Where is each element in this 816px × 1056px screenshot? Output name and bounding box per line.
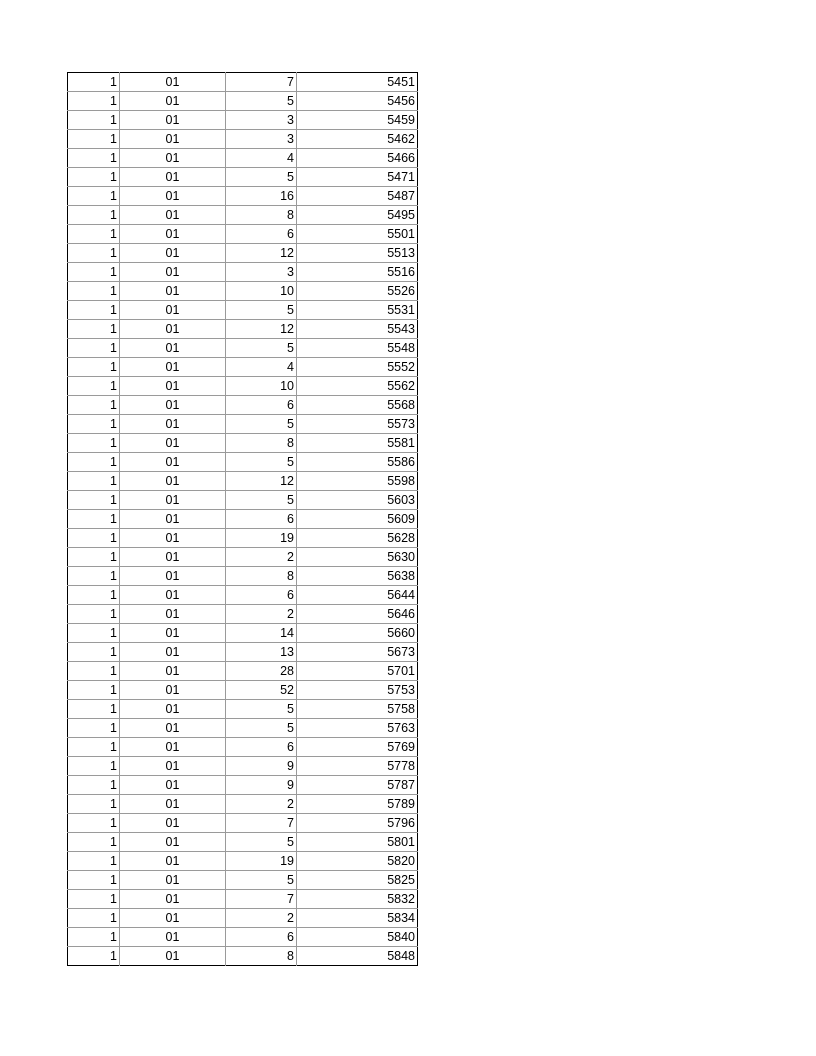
table-cell-col1: 1 [68,719,120,738]
table-cell-col2: 01 [120,643,226,662]
table-cell-col4: 5840 [297,928,418,947]
table-cell-col2: 01 [120,320,226,339]
table-cell-col3: 8 [226,206,297,225]
table-cell-col3: 3 [226,130,297,149]
table-cell-col2: 01 [120,168,226,187]
table-cell-col3: 14 [226,624,297,643]
table-cell-col1: 1 [68,643,120,662]
table-cell-col1: 1 [68,681,120,700]
table-cell-col3: 7 [226,890,297,909]
table-cell-col4: 5568 [297,396,418,415]
table-row [68,833,418,852]
table-row [68,928,418,947]
table-cell-col4: 5789 [297,795,418,814]
table-row [68,263,418,282]
table-cell-col3: 3 [226,263,297,282]
table-cell-col2: 01 [120,947,226,966]
table-cell-col1: 1 [68,434,120,453]
table-cell-col3: 6 [226,396,297,415]
table-cell-col1: 1 [68,396,120,415]
table-cell-col3: 6 [226,738,297,757]
table-cell-col2: 01 [120,206,226,225]
table-cell-col1: 1 [68,491,120,510]
table-cell-col3: 5 [226,700,297,719]
table-cell-col1: 1 [68,282,120,301]
table-cell-col4: 5562 [297,377,418,396]
table-cell-col4: 5501 [297,225,418,244]
table-cell-col1: 1 [68,111,120,130]
table-cell-col3: 28 [226,662,297,681]
table-cell-col1: 1 [68,567,120,586]
table-cell-col1: 1 [68,377,120,396]
table-cell-col1: 1 [110,949,117,963]
table-row [68,643,418,662]
table-cell-col3: 52 [226,681,297,700]
table-cell-col4: 5459 [297,111,418,130]
table-cell-col4: 5787 [297,776,418,795]
table-cell-col3: 10 [226,282,297,301]
table-cell-col4: 5471 [297,168,418,187]
table-cell-col2: 01 [120,719,226,738]
table-cell-col3: 12 [226,244,297,263]
table-cell-col3: 6 [226,586,297,605]
table-cell-col3: 6 [226,225,297,244]
table-row [68,814,418,833]
table-cell-col4: 5598 [297,472,418,491]
table-row [68,244,418,263]
table-cell-col4: 5848 [297,947,418,966]
table-cell-col1: 1 [68,187,120,206]
table-row [68,529,418,548]
table-cell-col4: 5832 [297,890,418,909]
table-cell-col3: 7 [226,814,297,833]
table-cell-col4: 5646 [297,605,418,624]
table-cell-col1: 1 [68,871,120,890]
table-row [68,282,418,301]
table-row [68,301,418,320]
table-cell-col2: 01 [120,909,226,928]
table-cell-col1: 1 [68,795,120,814]
table-cell-col2: 01 [120,738,226,757]
table-cell-col3: 12 [226,320,297,339]
table-cell-col1: 1 [68,814,120,833]
table-cell-col4: 5573 [297,415,418,434]
table-cell-col1: 1 [68,833,120,852]
table-cell-col1: 1 [68,928,120,947]
table-cell-col4: 5801 [297,833,418,852]
table-cell-col1: 1 [68,510,120,529]
table-row [68,92,418,111]
table-row [68,434,418,453]
table-row [68,567,418,586]
table-cell-col2: 01 [120,624,226,643]
table-cell-col2: 01 [120,434,226,453]
table-cell-col1: 1 [68,909,120,928]
table-cell-col1: 1 [68,548,120,567]
table-cell-col3: 5 [226,491,297,510]
table-cell-col2: 01 [120,244,226,263]
table-cell-col3: 10 [226,377,297,396]
table-cell-col3: 5 [226,339,297,358]
table-cell-col3: 5 [226,719,297,738]
table-cell-col2: 01 [120,928,226,947]
table-cell-col2: 01 [120,301,226,320]
table-cell-col2: 01 [120,586,226,605]
table-cell-col4: 5487 [297,187,418,206]
table-cell-col2: 01 [120,130,226,149]
table-cell-col3: 16 [226,187,297,206]
table-cell-col1: 1 [68,168,120,187]
table-row [68,719,418,738]
table-cell-col4: 5526 [297,282,418,301]
table-cell-col1: 1 [68,301,120,320]
table-row [68,225,418,244]
table-cell-col4: 5603 [297,491,418,510]
table-cell-col2: 01 [120,415,226,434]
table-cell-col4: 5701 [297,662,418,681]
table-cell-col4: 5644 [297,586,418,605]
table-cell-col4: 5769 [297,738,418,757]
table-cell-col4: 5753 [297,681,418,700]
table-cell-col4: 5548 [297,339,418,358]
table-cell-col3: 2 [226,605,297,624]
table-cell-col1: 1 [68,776,120,795]
table-cell-col4: 5673 [297,643,418,662]
table-cell-col2: 01 [120,225,226,244]
table-cell-col1: 1 [68,624,120,643]
table-cell-col2: 01 [120,795,226,814]
table-cell-col3: 9 [226,757,297,776]
table-cell-col2: 01 [120,358,226,377]
table-cell-col1: 1 [68,738,120,757]
table-cell-col1: 1 [68,244,120,263]
table-row [68,510,418,529]
table-cell-col2: 01 [120,681,226,700]
table-cell-col3: 8 [226,947,297,966]
table-cell-col2: 01 [120,833,226,852]
table-cell-col2: 01 [120,187,226,206]
table-cell-col1: 1 [68,339,120,358]
table-cell-col3: 4 [226,149,297,168]
table-row [68,453,418,472]
table-row [68,149,418,168]
table-cell-col1: 1 [68,529,120,548]
table-cell-col2: 01 [120,871,226,890]
table-cell-col3: 2 [226,548,297,567]
table-cell-col3: 8 [226,434,297,453]
table-cell-col2: 01 [120,149,226,168]
table-cell-col4: 5586 [297,453,418,472]
table-cell-col3: 7 [226,73,297,92]
table-cell-col1: 1 [68,605,120,624]
table-cell-col2: 01 [120,396,226,415]
table-cell-col4: 5825 [297,871,418,890]
table-cell-col3: 19 [226,529,297,548]
table-cell-col1: 1 [68,472,120,491]
table-cell-col1: 1 [68,206,120,225]
table-cell-col4: 5628 [297,529,418,548]
table-cell-col4: 5581 [297,434,418,453]
table-cell-col4: 5543 [297,320,418,339]
table-cell-col2: 01 [120,567,226,586]
table-cell-col1: 1 [68,263,120,282]
table-cell-col3: 5 [226,833,297,852]
table-cell-col4: 5462 [297,130,418,149]
table-row [68,852,418,871]
table-cell-col3: 13 [226,643,297,662]
table-cell-col2: 01 [120,73,226,92]
table-row [68,396,418,415]
table-cell-col2: 01 [120,339,226,358]
table-row [68,168,418,187]
table-cell-col2: 01 [120,453,226,472]
table-cell-col1: 1 [68,358,120,377]
table-cell-col2: 01 [120,890,226,909]
table-cell-col1: 1 [68,662,120,681]
table-row [68,795,418,814]
table-cell-col4: 5516 [297,263,418,282]
table-cell-col4: 5638 [297,567,418,586]
table-cell-col1: 1 [68,130,120,149]
table-row [68,909,418,928]
table-cell-col1: 1 [68,757,120,776]
table-cell-col3: 8 [226,567,297,586]
table-row [68,358,418,377]
table-row [68,491,418,510]
table-row [68,111,418,130]
table-cell-col3: 5 [226,415,297,434]
table-cell-col4: 5531 [297,301,418,320]
table-cell-col4: 5513 [297,244,418,263]
table-row [68,700,418,719]
table-cell-col4: 5758 [297,700,418,719]
table-cell-col1: 1 [68,225,120,244]
table-row [68,377,418,396]
table-cell-col4: 5466 [297,149,418,168]
table-row [68,339,418,358]
table-cell-col1: 1 [68,320,120,339]
table-cell-col3: 9 [226,776,297,795]
table-row [68,548,418,567]
data-table [67,72,418,966]
table-cell-col2: 01 [120,757,226,776]
table-cell-col2: 01 [120,662,226,681]
table-body [68,73,418,966]
table-cell-col4: 5609 [297,510,418,529]
table-cell-col3: 6 [226,928,297,947]
table-row [68,757,418,776]
table-cell-col1: 1 [68,586,120,605]
table-row [68,73,418,92]
table-row [68,605,418,624]
table-cell-col2: 01 [120,491,226,510]
table-cell-col2: 01 [120,377,226,396]
table-cell-col4: 5834 [297,909,418,928]
table-cell-col3: 5 [226,453,297,472]
table-cell-col3: 12 [226,472,297,491]
table-cell-col4: 5820 [297,852,418,871]
table-cell-col1: 1 [68,415,120,434]
table-cell-col4: 5796 [297,814,418,833]
table-cell-col3: 5 [226,301,297,320]
table-cell-col4: 5763 [297,719,418,738]
table-cell-col2: 01 [120,776,226,795]
table-cell-col3: 5 [226,92,297,111]
table-row [68,206,418,225]
table-cell-col2: 01 [120,548,226,567]
table-cell-col4: 5630 [297,548,418,567]
table-cell-col2: 01 [120,510,226,529]
table-cell-col1: 1 [68,149,120,168]
table-row [68,130,418,149]
table-cell-col4: 5552 [297,358,418,377]
table-cell-col2: 01 [120,529,226,548]
table-row [68,738,418,757]
table-cell-col1: 1 [68,73,120,92]
table-cell-col4: 5660 [297,624,418,643]
table-cell-col4: 5495 [297,206,418,225]
table-row [68,320,418,339]
table-row [68,681,418,700]
table-cell-col2: 01 [120,605,226,624]
table-cell-col2: 01 [120,852,226,871]
table-cell-col3: 2 [226,795,297,814]
table-row [68,586,418,605]
table-cell-col2: 01 [120,111,226,130]
table-cell-col2: 01 [120,700,226,719]
table-cell-col4: 5456 [297,92,418,111]
table-cell-col1: 1 [68,92,120,111]
table-cell-col2: 01 [120,282,226,301]
table-row [68,472,418,491]
table-row [68,871,418,890]
table-row [68,890,418,909]
table-cell-col3: 5 [226,168,297,187]
table-cell-col1: 1 [68,852,120,871]
table-cell-col1: 1 [68,453,120,472]
table-cell-col2: 01 [120,472,226,491]
table-cell-col3: 2 [226,909,297,928]
table-cell-col3: 4 [226,358,297,377]
table-cell-col2: 01 [120,814,226,833]
table-cell-col3: 19 [226,852,297,871]
table-row [68,662,418,681]
table-cell-col1: 1 [68,890,120,909]
table-cell-col4: 5778 [297,757,418,776]
table-cell-col4: 5451 [297,73,418,92]
table-cell-col3: 6 [226,510,297,529]
table-row [68,624,418,643]
table-cell-col3: 3 [226,111,297,130]
table-cell-col2: 01 [120,92,226,111]
table-cell-col2: 01 [120,263,226,282]
table-row [68,776,418,795]
table-row [68,415,418,434]
table-cell-col1: 1 [68,700,120,719]
table-row [68,187,418,206]
table-row [68,947,418,966]
table-cell-col3: 5 [226,871,297,890]
